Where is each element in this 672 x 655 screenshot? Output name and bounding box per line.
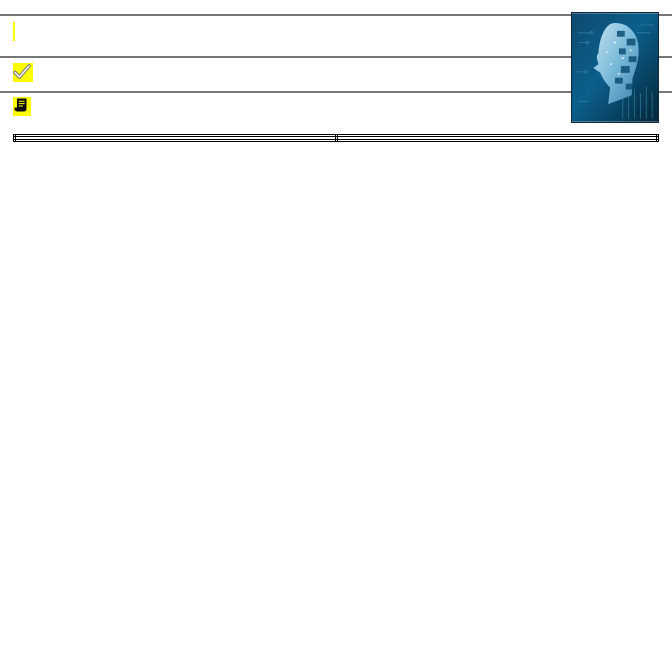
check-icon	[13, 64, 31, 79]
scroll-icon	[13, 97, 29, 113]
ai-head-image	[571, 12, 659, 123]
summary-table	[13, 134, 659, 142]
summary-table-header-row	[15, 135, 658, 140]
summary-heading	[13, 97, 659, 118]
page-content	[0, 0, 672, 142]
header-action	[15, 135, 337, 140]
section4-heading	[13, 21, 659, 43]
section5-heading	[13, 63, 659, 84]
header-legality	[336, 135, 658, 140]
